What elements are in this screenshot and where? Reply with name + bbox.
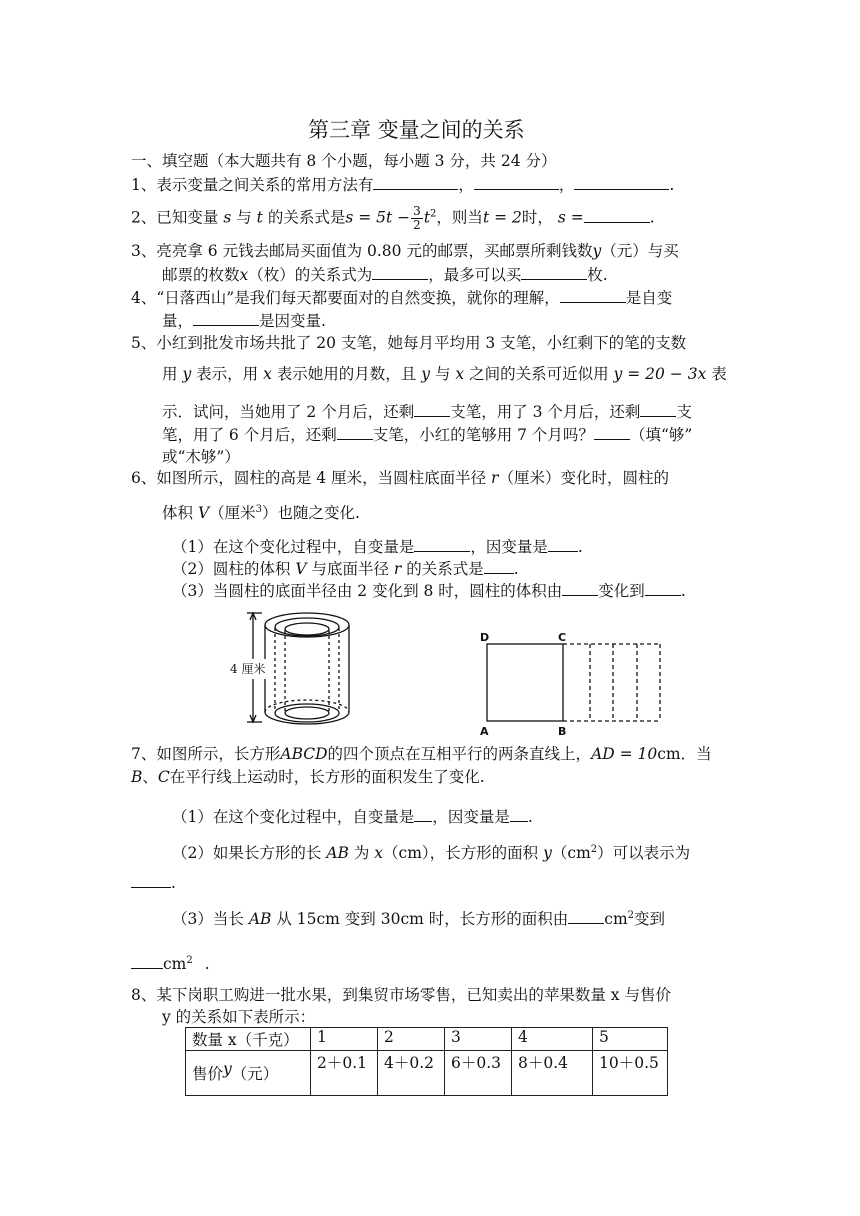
q2-s-equals: s = [557, 208, 584, 227]
q6-text: . [513, 560, 519, 578]
question-5-line-1: 5、小红到批发市场共批了 20 支笔，她每月平均用 3 支笔，小红剩下的笔的支数 [131, 334, 687, 352]
q3-text: ，最多可以买 [428, 266, 522, 284]
q7-exponent: 2 [186, 954, 193, 966]
q7-text: cm．当 [657, 745, 712, 763]
q3-text: 邮票的枚数 [162, 266, 240, 284]
table-cell: 数量 x（千克） [186, 1028, 311, 1051]
table-cell: 5 [593, 1028, 668, 1051]
q3-var-y: y [592, 242, 602, 260]
q6-var-r: r [491, 469, 499, 487]
q5-text: 支笔，用了 3 个月后，还剩 [450, 403, 641, 421]
question-7-sub-3 [172, 908, 665, 929]
q7-text: （cm），长方形的面积 [383, 844, 539, 862]
table-cell: 1 [311, 1028, 378, 1051]
q7-text: 在平行线上运动时，长方形的面积发生了变化. [169, 768, 485, 786]
q2-text: 与 [236, 208, 252, 227]
q6-text: （厘米）变化时，圆柱的 [498, 469, 669, 487]
q2-var-t: t [256, 208, 263, 227]
question-7-sub-2 [172, 843, 690, 863]
q6-exponent: 3 [255, 503, 263, 515]
q2-text: 的关系式是 [267, 208, 346, 227]
table-row [186, 1051, 668, 1096]
table-row-label [186, 1051, 311, 1096]
q7-rect-name: ABCD [280, 745, 328, 763]
q7-exponent: 2 [590, 843, 598, 855]
table-cell: 4＋0.2 [378, 1051, 445, 1096]
q7-text: cm [163, 955, 187, 973]
q5-text: 与 [434, 365, 451, 383]
question-7-sub-3-answer [131, 953, 210, 974]
q4-text: 是因变量. [259, 312, 326, 330]
section-heading: 一、填空题（本大题共有 8 个小题，每小题 3 分，共 24 分） [131, 152, 557, 170]
q6-text: 的关系式是 [406, 560, 484, 578]
q7-blank-3[interactable] [131, 872, 171, 888]
q5-text: 用 [162, 365, 178, 383]
vertex-label-d: D [480, 631, 490, 644]
q2-var-t: t [423, 208, 431, 227]
q7-text: . [527, 808, 533, 826]
price-table [185, 1027, 668, 1096]
q7-text: 的四个顶点在互相平行的两条直线上， [327, 745, 592, 763]
q4-text: 是自变 [625, 289, 673, 307]
table-cell: 8＋0.4 [512, 1051, 593, 1096]
row-label-var-y: y [223, 1060, 232, 1078]
q7-text: cm [604, 910, 628, 928]
row-label-unit: （元） [231, 1065, 279, 1083]
table-cell: 4 [512, 1028, 593, 1051]
q7-text: ）可以表示为 [597, 844, 691, 862]
rectangle-figure [487, 644, 660, 721]
q6-text: . [577, 538, 583, 556]
q2-condition: t = 2 [482, 208, 522, 227]
question-7-line-2 [131, 767, 485, 787]
q5-text: 表示她用的月数，且 [276, 365, 417, 383]
question-7-sub-1 [172, 806, 533, 827]
q7-exponent: 2 [627, 909, 635, 921]
q2-exponent: 2 [430, 208, 437, 220]
table-cell: 2＋0.1 [311, 1051, 378, 1096]
q6-text: （3）当圆柱的底面半径由 2 变化到 8 时，圆柱的体积由 [172, 582, 563, 600]
q6-text: （1）在这个变化过程中，自变量是 [172, 538, 415, 556]
q2-text: 时， [521, 208, 553, 227]
q3-var-x: x [239, 266, 249, 284]
q5-text: 之间的关系可近似用 [469, 365, 609, 383]
q7-point-c: C [157, 768, 170, 786]
q4-text: 4、“日落西山”是我们每天都要面对的自然变换，就你的理解， [131, 289, 560, 307]
q3-text: （枚）的关系式为 [248, 266, 373, 284]
q5-text: 示．试问，当她用了 2 个月后，还剩 [162, 403, 415, 421]
q1-text: 1、表示变量之间关系的常用方法有 [131, 176, 374, 194]
q7-side-ab: AB [326, 844, 349, 862]
question-5-line-5: 或“木够”） [162, 448, 240, 466]
q5-text: （填“够” [629, 426, 693, 444]
q7-var-x: x [374, 844, 384, 862]
q7-text: 变到 [634, 910, 666, 928]
table-cell: 6＋0.3 [445, 1051, 512, 1096]
q2-text: 2、已知变量 [131, 208, 219, 227]
q5-equation: y = 20 − 3x [613, 365, 707, 383]
fraction-numerator: 3 [413, 204, 421, 218]
q6-var-v: V [197, 504, 210, 522]
cylinder-height-label: 4 厘米 [228, 659, 267, 679]
q5-var-x: x [263, 365, 272, 383]
q6-text: （2）圆柱的体积 [172, 560, 291, 578]
q6-text: . [680, 582, 686, 600]
q7-ad-length: AD = 10 [591, 745, 658, 763]
q7-text: ，因变量是 [432, 808, 510, 826]
q5-text: 笔，用了 6 个月后，还剩 [162, 426, 337, 444]
q7-side-ab: AB [248, 910, 272, 928]
q2-end: . [649, 208, 655, 227]
q5-text: 表 [711, 365, 727, 383]
q7-text: （3）当长 [172, 910, 244, 928]
table-cell: 10＋0.5 [593, 1051, 668, 1096]
question-8-line-2: y 的关系如下表所示： [162, 1008, 316, 1026]
q7-blank-5[interactable] [131, 953, 163, 969]
question-7-line-1 [131, 744, 712, 764]
q6-text: ）也随之变化. [262, 504, 360, 522]
q6-text: 变化到 [598, 582, 645, 600]
q5-var-y: y [421, 365, 431, 383]
q7-text: . [171, 874, 176, 892]
question-7-sub-2-answer [131, 872, 176, 893]
q7-blank-1[interactable] [414, 806, 432, 822]
q7-text: 从 15cm 变到 30cm 时，长方形的面积由 [276, 910, 569, 928]
q1-sep: ， [458, 176, 474, 194]
row-label-text: 售价 [192, 1065, 224, 1083]
q7-blank-2[interactable] [510, 806, 528, 822]
table-header-row [186, 1028, 668, 1051]
vertex-label-c: C [558, 631, 567, 644]
q1-end: . [669, 176, 675, 194]
q7-text: （2）如果长方形的长 [172, 844, 322, 862]
q5-text: 支笔，小红的笔够用 7 个月吗？ [372, 426, 594, 444]
q7-var-y: y [543, 844, 552, 862]
q5-text: 支 [676, 403, 692, 421]
q5-text: 表示，用 [196, 365, 259, 383]
vertex-label-b: B [558, 725, 567, 738]
q2-equation: s = 5t − [345, 208, 411, 227]
q6-var-r: r [393, 560, 402, 578]
q2-text: ，则当 [436, 208, 483, 227]
q3-text: 枚. [587, 266, 608, 284]
q2-var-s: s [223, 208, 232, 227]
q7-text: . [204, 955, 210, 973]
q6-text: 与底面半径 [311, 560, 389, 578]
q7-text: 、 [142, 768, 158, 786]
q7-blank-4[interactable] [568, 908, 604, 924]
q6-text: 6、如图所示，圆柱的高是 4 厘米，当圆柱底面半径 [131, 469, 487, 487]
fraction-denominator: 2 [413, 218, 421, 232]
q6-text: 体积 [162, 504, 194, 522]
q7-point-b: B [131, 768, 143, 786]
q4-text: 量， [162, 312, 194, 330]
q6-var-v: V [295, 560, 307, 578]
question-8-line-1: 8、某下岗职工购进一批水果，到集贸市场零售，已知卖出的苹果数量 x 与售价 [131, 986, 671, 1004]
q6-text: ，因变量是 [470, 538, 548, 556]
page-title: 第三章 变量之间的关系 [308, 118, 525, 142]
table-cell: 2 [378, 1028, 445, 1051]
q7-text: 为 [353, 844, 370, 862]
q5-var-x: x [455, 365, 465, 383]
q6-text: （厘米 [209, 504, 256, 522]
q5-var-y: y [182, 365, 192, 383]
q7-text: （1）在这个变化过程中，自变量是 [172, 808, 415, 826]
q1-sep: ， [558, 176, 575, 194]
table-cell: 3 [445, 1028, 512, 1051]
vertex-label-a: A [480, 725, 489, 738]
q3-text: 3、亮亮拿 6 元钱去邮局买面值为 0.80 元的邮票，买邮票所剩钱数 [131, 242, 593, 260]
q7-text: 7、如图所示，长方形 [131, 745, 281, 763]
q3-text: （元）与买 [601, 242, 679, 260]
q7-text: （cm [551, 844, 591, 862]
